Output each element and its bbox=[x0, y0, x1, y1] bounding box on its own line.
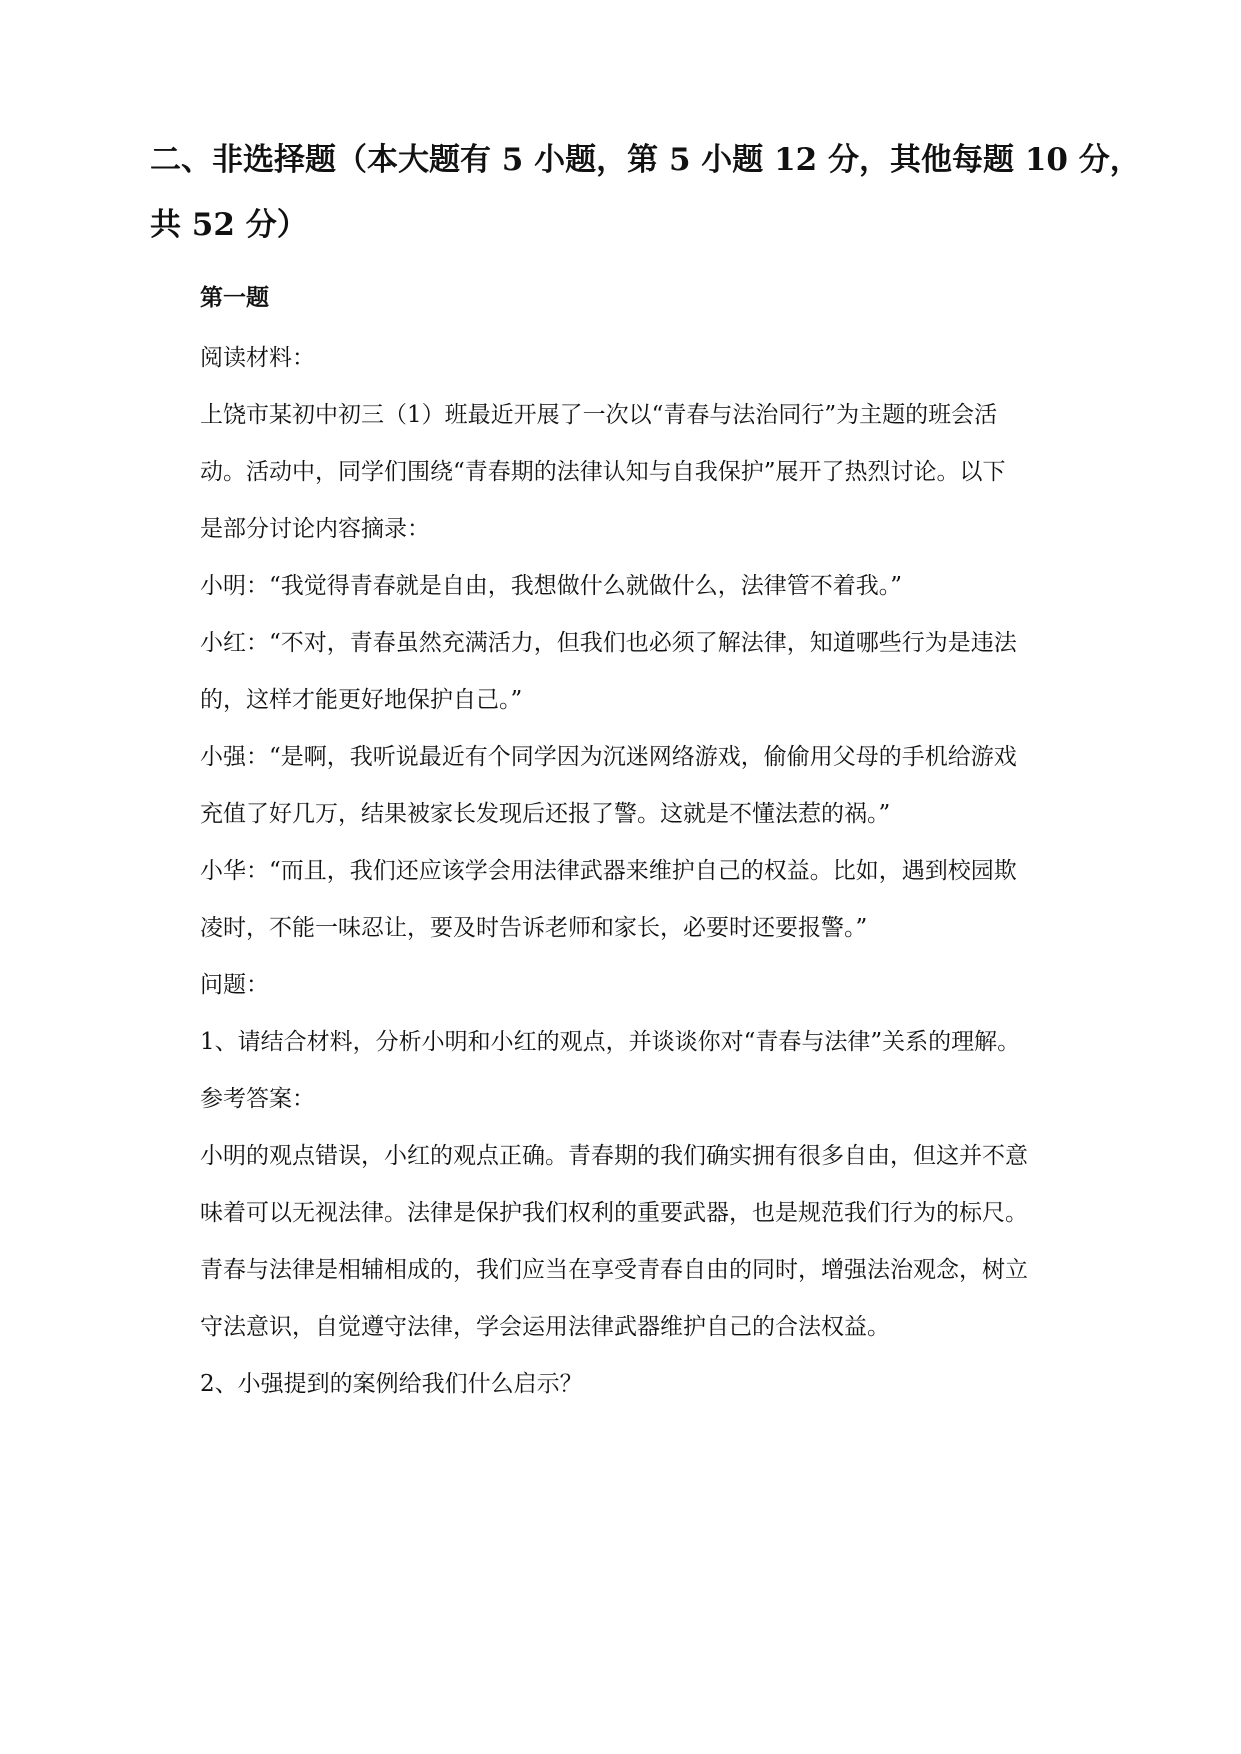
dialogue-line-6: 小华：“而且，我们还应该学会用法律武器来维护自己的权益。比如，遇到校园欺 bbox=[200, 858, 1017, 884]
dialogue-line-4: 小强：“是啊，我听说最近有个同学因为沉迷网络游戏，偷偷用父母的手机给游戏 bbox=[200, 744, 1017, 770]
material-label: 阅读材料： bbox=[200, 345, 315, 371]
intro-line-3: 是部分讨论内容摘录： bbox=[200, 516, 430, 542]
question-2-text: 2、小强提到的案例给我们什么启示？ bbox=[200, 1371, 583, 1397]
dialogue-line-5: 充值了好几万，结果被家长发现后还报了警。这就是不懂法惹的祸。” bbox=[200, 801, 891, 827]
question-1-text: 1、请结合材料，分析小明和小红的观点，并谈谈你对“青春与法律”关系的理解。 bbox=[200, 1029, 1021, 1055]
section-heading-line-2: 共 52 分） bbox=[150, 207, 308, 243]
answer-line-4: 守法意识，自觉遵守法律，学会运用法律武器维护自己的合法权益。 bbox=[200, 1314, 890, 1340]
dialogue-line-1: 小明：“我觉得青春就是自由，我想做什么就做什么，法律管不着我。” bbox=[200, 573, 903, 599]
answer-line-3: 青春与法律是相辅相成的，我们应当在享受青春自由的同时，增强法治观念，树立 bbox=[200, 1257, 1028, 1283]
section-heading-line-1: 二、非选择题（本大题有 5 小题，第 5 小题 12 分，其他每题 10 分， bbox=[150, 142, 1141, 178]
answer-line-1: 小明的观点错误，小红的观点正确。青春期的我们确实拥有很多自由，但这并不意 bbox=[200, 1143, 1028, 1169]
dialogue-line-2: 小红：“不对，青春虽然充满活力，但我们也必须了解法律，知道哪些行为是违法 bbox=[200, 630, 1017, 656]
dialogue-line-7: 凌时，不能一味忍让，要及时告诉老师和家长，必要时还要报警。” bbox=[200, 915, 868, 941]
question-title: 第一题 bbox=[200, 284, 269, 311]
questions-label: 问题： bbox=[200, 972, 269, 998]
answer-line-2: 味着可以无视法律。法律是保护我们权利的重要武器，也是规范我们行为的标尺。 bbox=[200, 1200, 1028, 1226]
answer-label: 参考答案： bbox=[200, 1086, 315, 1112]
intro-line-2: 动。活动中，同学们围绕“青春期的法律认知与自我保护”展开了热烈讨论。以下 bbox=[200, 459, 1006, 485]
dialogue-line-3: 的，这样才能更好地保护自己。” bbox=[200, 687, 523, 713]
intro-line-1: 上饶市某初中初三（1）班最近开展了一次以“青春与法治同行”为主题的班会活 bbox=[200, 402, 998, 428]
